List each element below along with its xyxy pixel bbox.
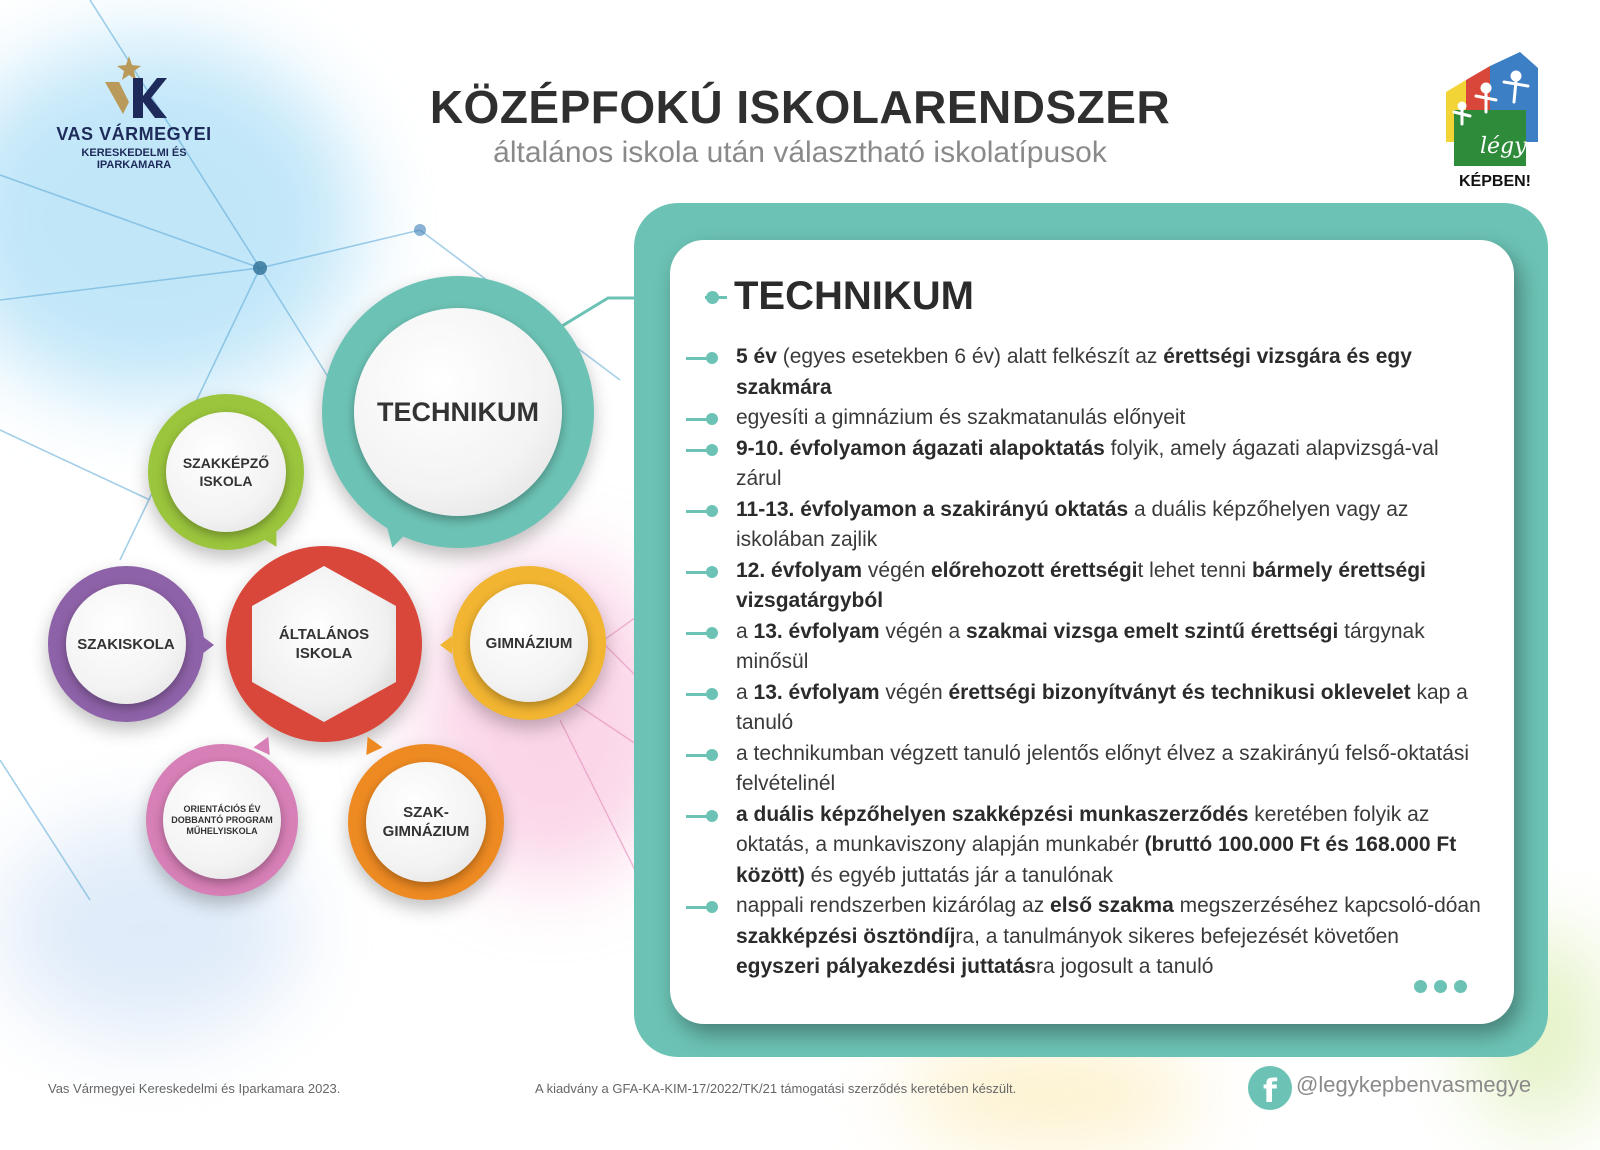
facebook-icon[interactable]: f xyxy=(1248,1066,1292,1110)
orientacios-line1: ORIENTÁCIÓS ÉV xyxy=(183,803,261,814)
bullet-bold-text: a duális képzőhelyen szakképzési munkaszerződés xyxy=(736,802,1249,826)
bubble-orientacios-ev[interactable] xyxy=(146,744,298,896)
bullet-bold-text: 13. évfolyam xyxy=(753,619,880,643)
bullet-bold-text: érettségi vizsgára és egy szakmára xyxy=(736,345,1412,399)
bullet-bold-text: előrehozott érettségi xyxy=(930,558,1138,582)
bullet-text: ra, a tanulmányok sikeres befejezését követően xyxy=(955,924,1399,948)
bullet-text: t lehet tenni xyxy=(1137,558,1252,582)
bullet-bold-text: szakmai vizsga emelt szintű érettségi xyxy=(966,619,1339,643)
bullet-dot xyxy=(706,413,718,425)
szakgimnazium-line2: GIMNÁZIUM xyxy=(382,823,470,840)
technikum-bullet-item xyxy=(736,678,1488,739)
bubble-technikum-label: TECHNIKUM xyxy=(354,308,562,516)
bubble-szakkepzo-label xyxy=(166,412,286,532)
bubble-szakiskola[interactable] xyxy=(48,566,204,722)
technikum-bullet-item xyxy=(736,617,1488,678)
szakkepzo-line2: ISKOLA xyxy=(199,473,253,489)
page-subtitle: általános iskola után választható iskolatípusok xyxy=(493,136,1107,169)
bullet-text: a technikumban végzett tanuló jelentős előnyt élvez a szakirányú felső-oktatási felvételinél xyxy=(736,741,1470,795)
facebook-handle-link[interactable]: @legykepbenvasmegye xyxy=(1296,1072,1532,1097)
bubble-technikum[interactable] xyxy=(322,276,594,548)
bullet-text: keretében folyik az oktatás, a munkaviszony alapján munkabér xyxy=(736,802,1430,856)
bullet-text: ra jogosult a tanuló xyxy=(1035,955,1214,978)
bubble-szakiskola-label: SZAKISKOLA xyxy=(66,584,186,704)
bubble-szakgimnazium-label xyxy=(366,762,486,882)
szakkepzo-line1: SZAKKÉPZŐ xyxy=(182,455,270,471)
technikum-bullet-item xyxy=(736,556,1488,617)
szakgimnazium-line1: SZAK- xyxy=(403,804,449,821)
bullet-text: végén xyxy=(879,680,949,704)
bullet-bold-text: bármely érettségi vizsgatárgyból xyxy=(736,558,1426,612)
page-title: KÖZÉPFOKÚ ISKOLARENDSZER xyxy=(429,81,1171,133)
technikum-connector-line xyxy=(560,290,640,330)
technikum-bullet-list xyxy=(736,342,1488,983)
altalanos-line1: ÁLTALÁNOS xyxy=(278,626,370,643)
bullet-dot xyxy=(706,627,718,639)
bullet-bold-text: szakképzési ösztöndíj xyxy=(736,924,956,948)
bullet-dot xyxy=(706,901,718,913)
bubble-szakkepzo-iskola[interactable] xyxy=(148,394,304,550)
chamber-name-line1: VAS VÁRMEGYEI xyxy=(56,124,212,144)
bullet-text: (egyes esetekben 6 év) alatt felkészít az xyxy=(776,345,1164,368)
bullet-bold-text: egyszeri pályakezdési juttatás xyxy=(736,955,1036,978)
bullet-text: és egyéb juttatás jár a tanulónak xyxy=(804,863,1114,887)
more-dots-indicator xyxy=(1414,980,1474,998)
bullet-dot xyxy=(706,688,718,700)
bubble-gimnazium-label: GIMNÁZIUM xyxy=(470,584,588,702)
bullet-bold-text: 5 év xyxy=(736,345,777,368)
technikum-bullet-item xyxy=(736,739,1488,800)
header-title-block xyxy=(300,80,1300,170)
more-dot xyxy=(1434,980,1447,993)
more-dot xyxy=(1414,980,1427,993)
altalanos-line2: ISKOLA xyxy=(295,645,353,662)
bullet-dot xyxy=(706,566,718,578)
szakiskola-bubble-tail xyxy=(202,636,214,654)
bullet-text: a xyxy=(736,680,754,704)
bullet-dot xyxy=(706,810,718,822)
bullet-text: tárgynak minősül xyxy=(736,619,1425,673)
panel-title: TECHNIKUM xyxy=(734,274,974,318)
bullet-dot xyxy=(706,749,718,761)
bubble-altalanos-iskola[interactable] xyxy=(226,546,422,742)
bullet-bold-text: 12. évfolyam xyxy=(736,558,863,582)
bullet-bold-text: érettségi bizonyítványt és technikusi oklevelet xyxy=(948,680,1411,704)
technikum-bullet-item xyxy=(736,434,1488,495)
bullet-text: kap a tanuló xyxy=(736,680,1468,734)
bullet-text: végén a xyxy=(879,619,966,643)
technikum-bullet-item xyxy=(736,495,1488,556)
bullet-text: a duális képzőhelyen vagy az iskolában zajlik xyxy=(736,497,1409,551)
bullet-text: a xyxy=(736,619,754,643)
bullet-text: megszerzéséhez kapcsoló-dóan xyxy=(1173,894,1481,917)
footer-copyright: Vas Vármegyei Kereskedelmi és Iparkamara 2023. xyxy=(48,1081,341,1096)
orientacios-line2: DOBBANTÓ PROGRAM xyxy=(171,814,273,825)
chamber-name-line2: KERESKEDELMI ÉS IPARKAMARA xyxy=(81,147,187,171)
technikum-bullet-item xyxy=(736,891,1488,983)
bullet-bold-text: 9-10. évfolyamon ágazati alapoktatás xyxy=(736,436,1105,460)
bullet-text: végén xyxy=(862,558,931,582)
chamber-logo xyxy=(44,56,224,171)
footer-grant-note: A kiadvány a GFA-KA-KIM-17/2022/TK/21 támogatási szerződés keretében készült. xyxy=(535,1081,1017,1096)
orientacios-line3: MŰHELYISKOLA xyxy=(186,825,258,836)
more-dot xyxy=(1454,980,1467,993)
bullet-text: folyik, amely ágazati alapvizsgá-val zárul xyxy=(736,436,1439,490)
bullet-bold-text: 13. évfolyam xyxy=(753,680,880,704)
chamber-logo-mark xyxy=(99,56,169,120)
bubble-gimnazium[interactable] xyxy=(452,566,606,720)
bullet-bold-text: 11-13. évfolyamon a szakirányú oktatás xyxy=(736,497,1129,521)
legy-script-text: légy xyxy=(1480,134,1527,159)
gimnazium-bubble-tail xyxy=(440,636,452,654)
bullet-text: egyesíti a gimnázium és szakmatanulás előnyeit xyxy=(736,406,1186,429)
technikum-bullet-item xyxy=(736,800,1488,892)
panel-title-dot xyxy=(706,291,719,304)
bubble-orientacios-label xyxy=(163,761,281,879)
bullet-dot xyxy=(706,352,718,364)
bullet-dot xyxy=(706,444,718,456)
legy-kepben-logo xyxy=(1440,52,1550,191)
bubble-szakgimnazium[interactable] xyxy=(348,744,504,900)
kepben-caption: KÉPBEN! xyxy=(1458,173,1531,190)
bullet-text: nappali rendszerben kizárólag az xyxy=(736,894,1051,917)
bullet-bold-text: első szakma xyxy=(1050,894,1174,917)
bullet-bold-text: (bruttó 100.000 Ft és 168.000 Ft között) xyxy=(736,833,1457,887)
technikum-bullet-item xyxy=(736,342,1488,403)
technikum-bullet-item xyxy=(736,403,1488,434)
bubble-altalanos-label xyxy=(226,546,422,742)
bullet-dot xyxy=(706,505,718,517)
